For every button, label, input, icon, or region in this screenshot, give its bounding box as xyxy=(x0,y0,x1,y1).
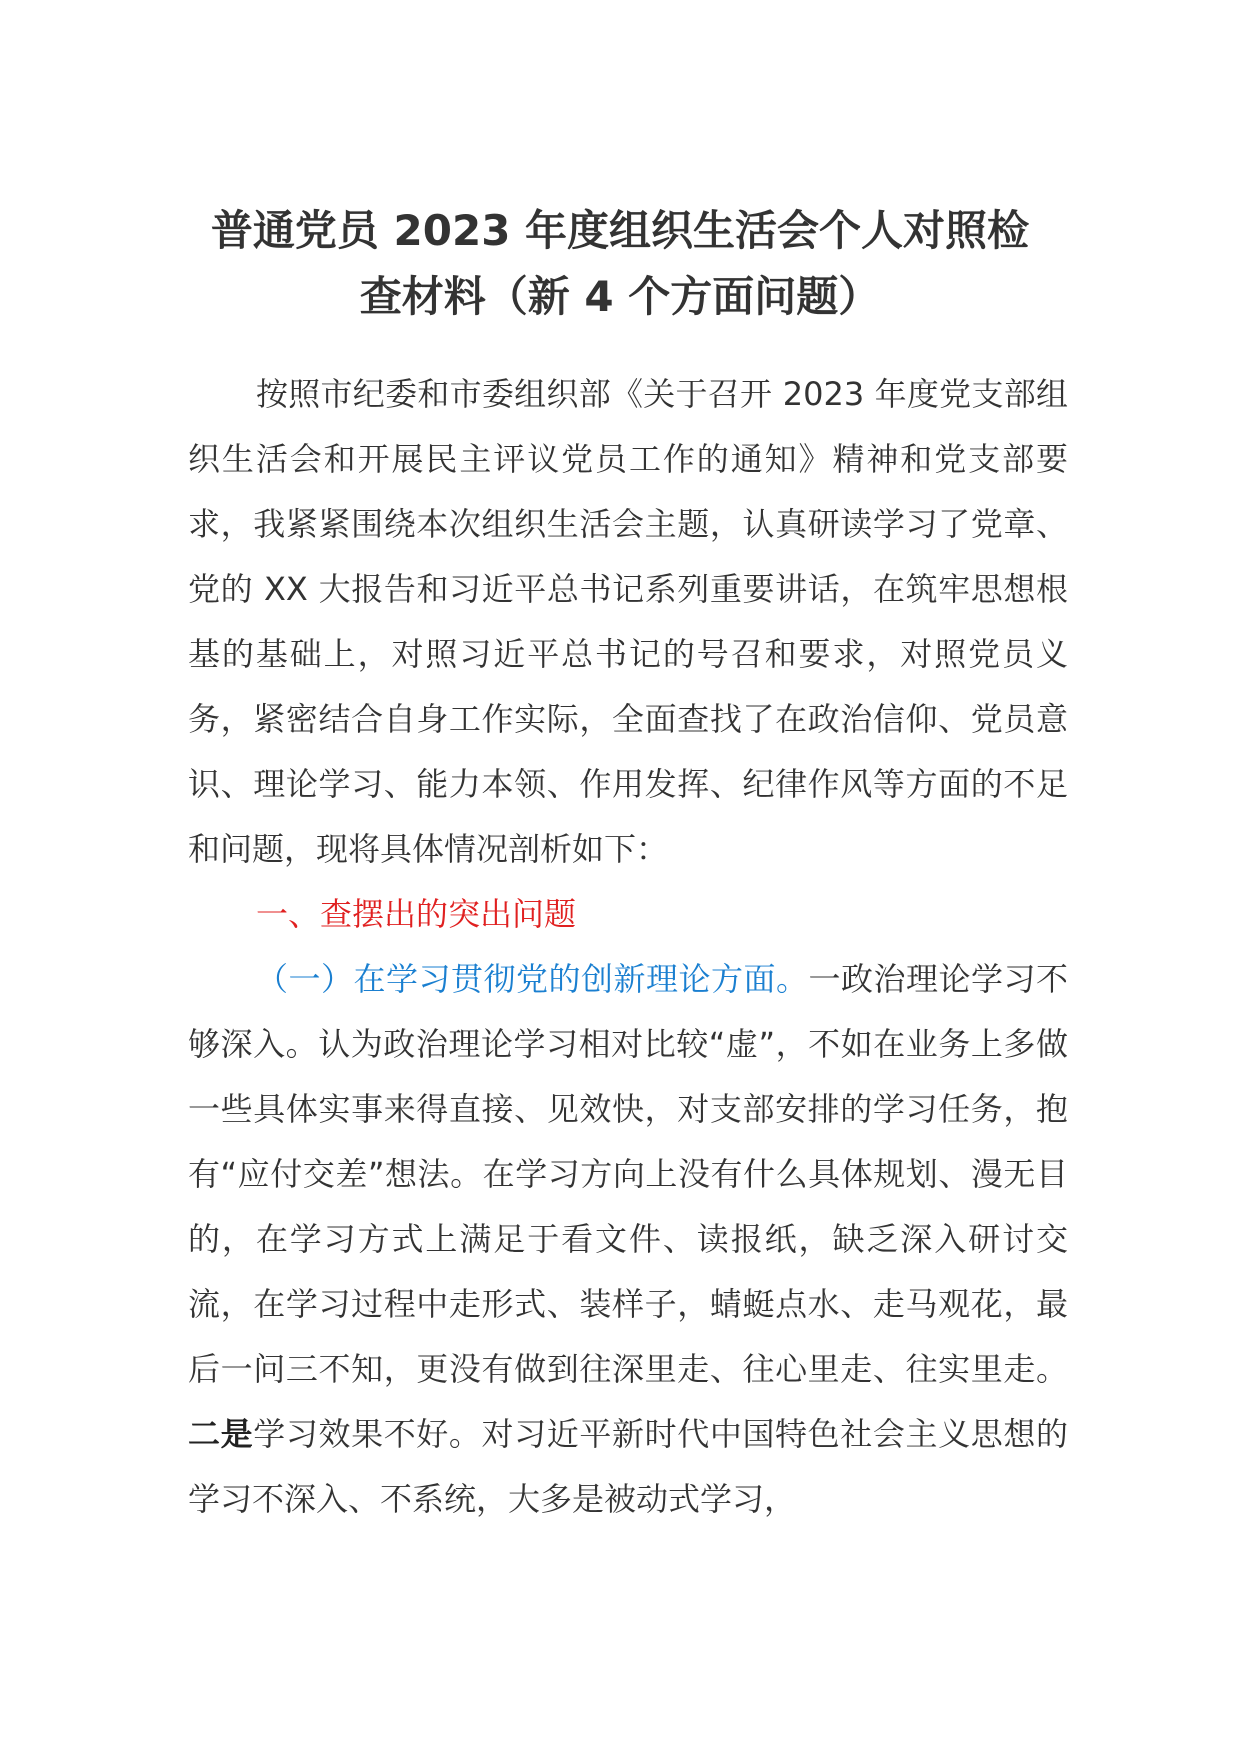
section-heading: 一、查摆出的突出问题 xyxy=(256,895,577,933)
subsection-text-b: 学习效果不好。对习近平新时代中国特色社会主义思想的学习不深入、不系统，大多是被动式学习， xyxy=(188,1415,1068,1518)
subsection-heading: （一）在学习贯彻党的创新理论方面。 xyxy=(256,960,809,998)
title-line-1: 普通党员 2023 年度组织生活会个人对照检 xyxy=(210,206,1030,255)
subsection-bold-marker: 二是 xyxy=(188,1415,254,1453)
title-line-2: 查材料（新 4 个方面问题） xyxy=(359,272,881,321)
subsection-paragraph xyxy=(188,947,1068,1532)
intro-paragraph: 按照市纪委和市委组织部《关于召开 2023 年度党支部组织生活会和开展民主评议党员工作的通知》精神和党支部要求，我紧紧围绕本次组织生活会主题，认真研读学习了党章、党的 XX 大报告和习近平总书记系列重要讲话，在筑牢思想根基的基础上，对照习近平总书记的号召和要求，对照党员义务，紧密结合自身工作实际，全面查找了在政治信仰、党员意识、理论学习、能力本领、作用发挥、纪律作风等方面的不足和问题，现将具体情况剖析如下： xyxy=(188,375,1068,868)
subsection-text-a: 一政治理论学习不够深入。认为政治理论学习相对比较“虚”，不如在业务上多做一些具体实事来得直接、见效快，对支部安排的学习任务，抱有“应付交差”想法。在学习方向上没有什么具体规划、漫无目的，在学习方式上满足于看文件、读报纸，缺乏深入研讨交流，在学习过程中走形式、装样子，蜻蜓点水、走马观花，最后一问三不知，更没有做到往深里走、往心里走、往实里走。 xyxy=(188,960,1068,1388)
document-body xyxy=(188,362,1068,1532)
document-title xyxy=(150,198,1090,330)
